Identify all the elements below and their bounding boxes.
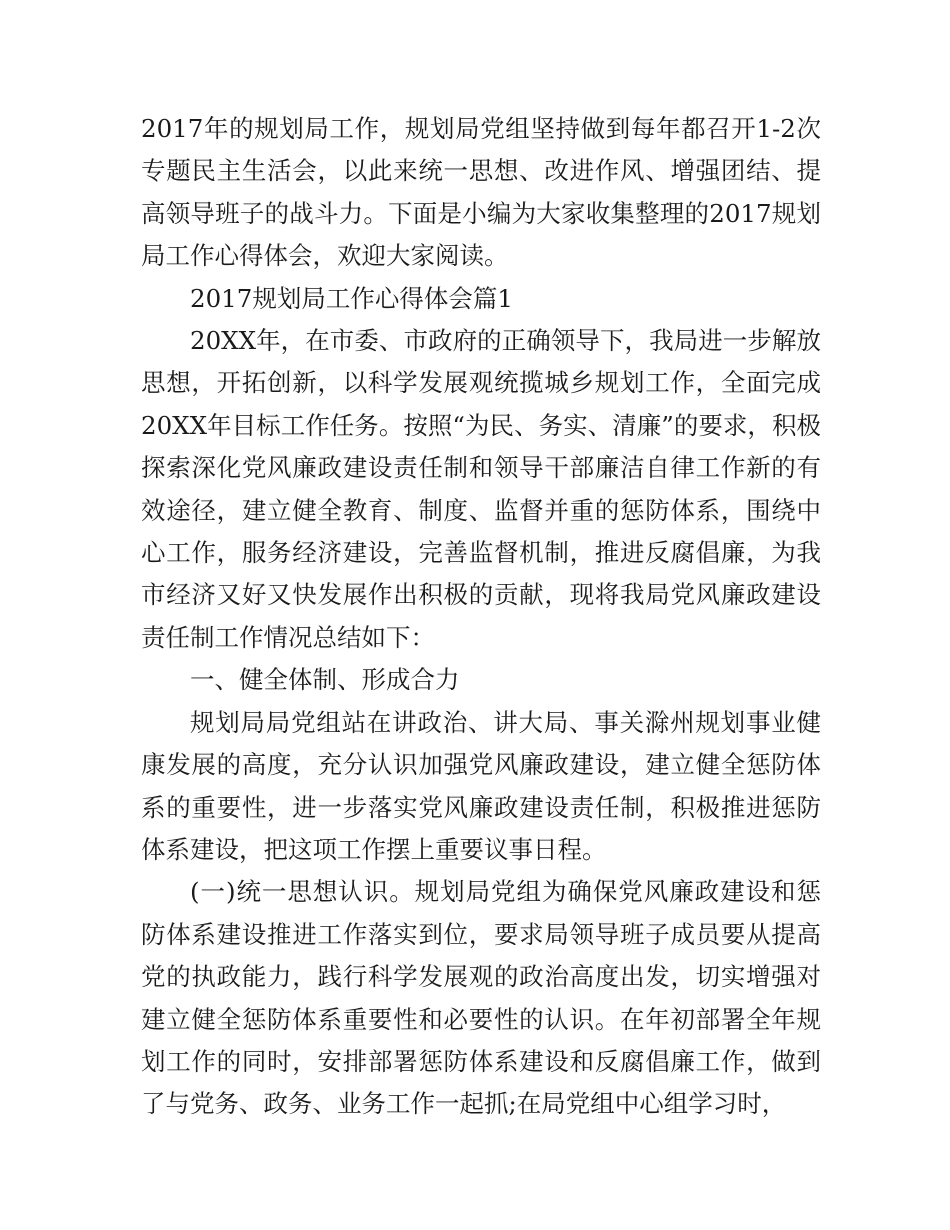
body-paragraph: 20XX年，在市委、市政府的正确领导下，我局进一步解放思想，开拓创新，以科学发展观统揽城乡规划工作，全面完成20XX年目标工作任务。按照“为民、务实、清廉”的要求，积极探索深化党风廉政建设责任制和领导干部廉洁自律工作新的有效途径，建立健全教育、制度、监督并重的惩防体系，围绕中心工作，服务经济建设，完善监督机制，推进反腐倡廉，为我市经济又好又快发展作出积极的贡献，现将我局党风廉政建设责任制工作情况总结如下： xyxy=(141,326,821,652)
section-heading: 一、健全体制、形成合力 xyxy=(190,665,460,695)
body-paragraph: (一)统一思想认识。规划局党组为确保党风廉政建设和惩防体系建设推进工作落实到位，要求局领导班子成员要从提高党的执政能力，践行科学发展观的政治高度出发，切实增强对建立健全惩防体系重要性和必要性的认识。在年初部署全年规划工作的同时，安排部署惩防体系建设和反腐倡廉工作，做到了与党务、政务、业务工作一起抓;在局党组中心组学习时， xyxy=(141,877,821,1119)
document-body xyxy=(141,108,821,1126)
section-title: 2017规划局工作心得体会篇1 xyxy=(190,283,513,313)
body-paragraph: 规划局局党组站在讲政治、讲大局、事关滁州规划事业健康发展的高度，充分认识加强党风廉政建设，建立健全惩防体系的重要性，进一步落实党风廉政建设责任制，积极推进惩防体系建设，把这项工作摆上重要议事日程。 xyxy=(141,707,821,864)
intro-paragraph: 2017年的规划局工作，规划局党组坚持做到每年都召开1-2次专题民主生活会，以此来统一思想、改进作风、增强团结、提高领导班子的战斗力。下面是小编为大家收集整理的2017规划局工作心得体会，欢迎大家阅读。 xyxy=(141,114,821,271)
